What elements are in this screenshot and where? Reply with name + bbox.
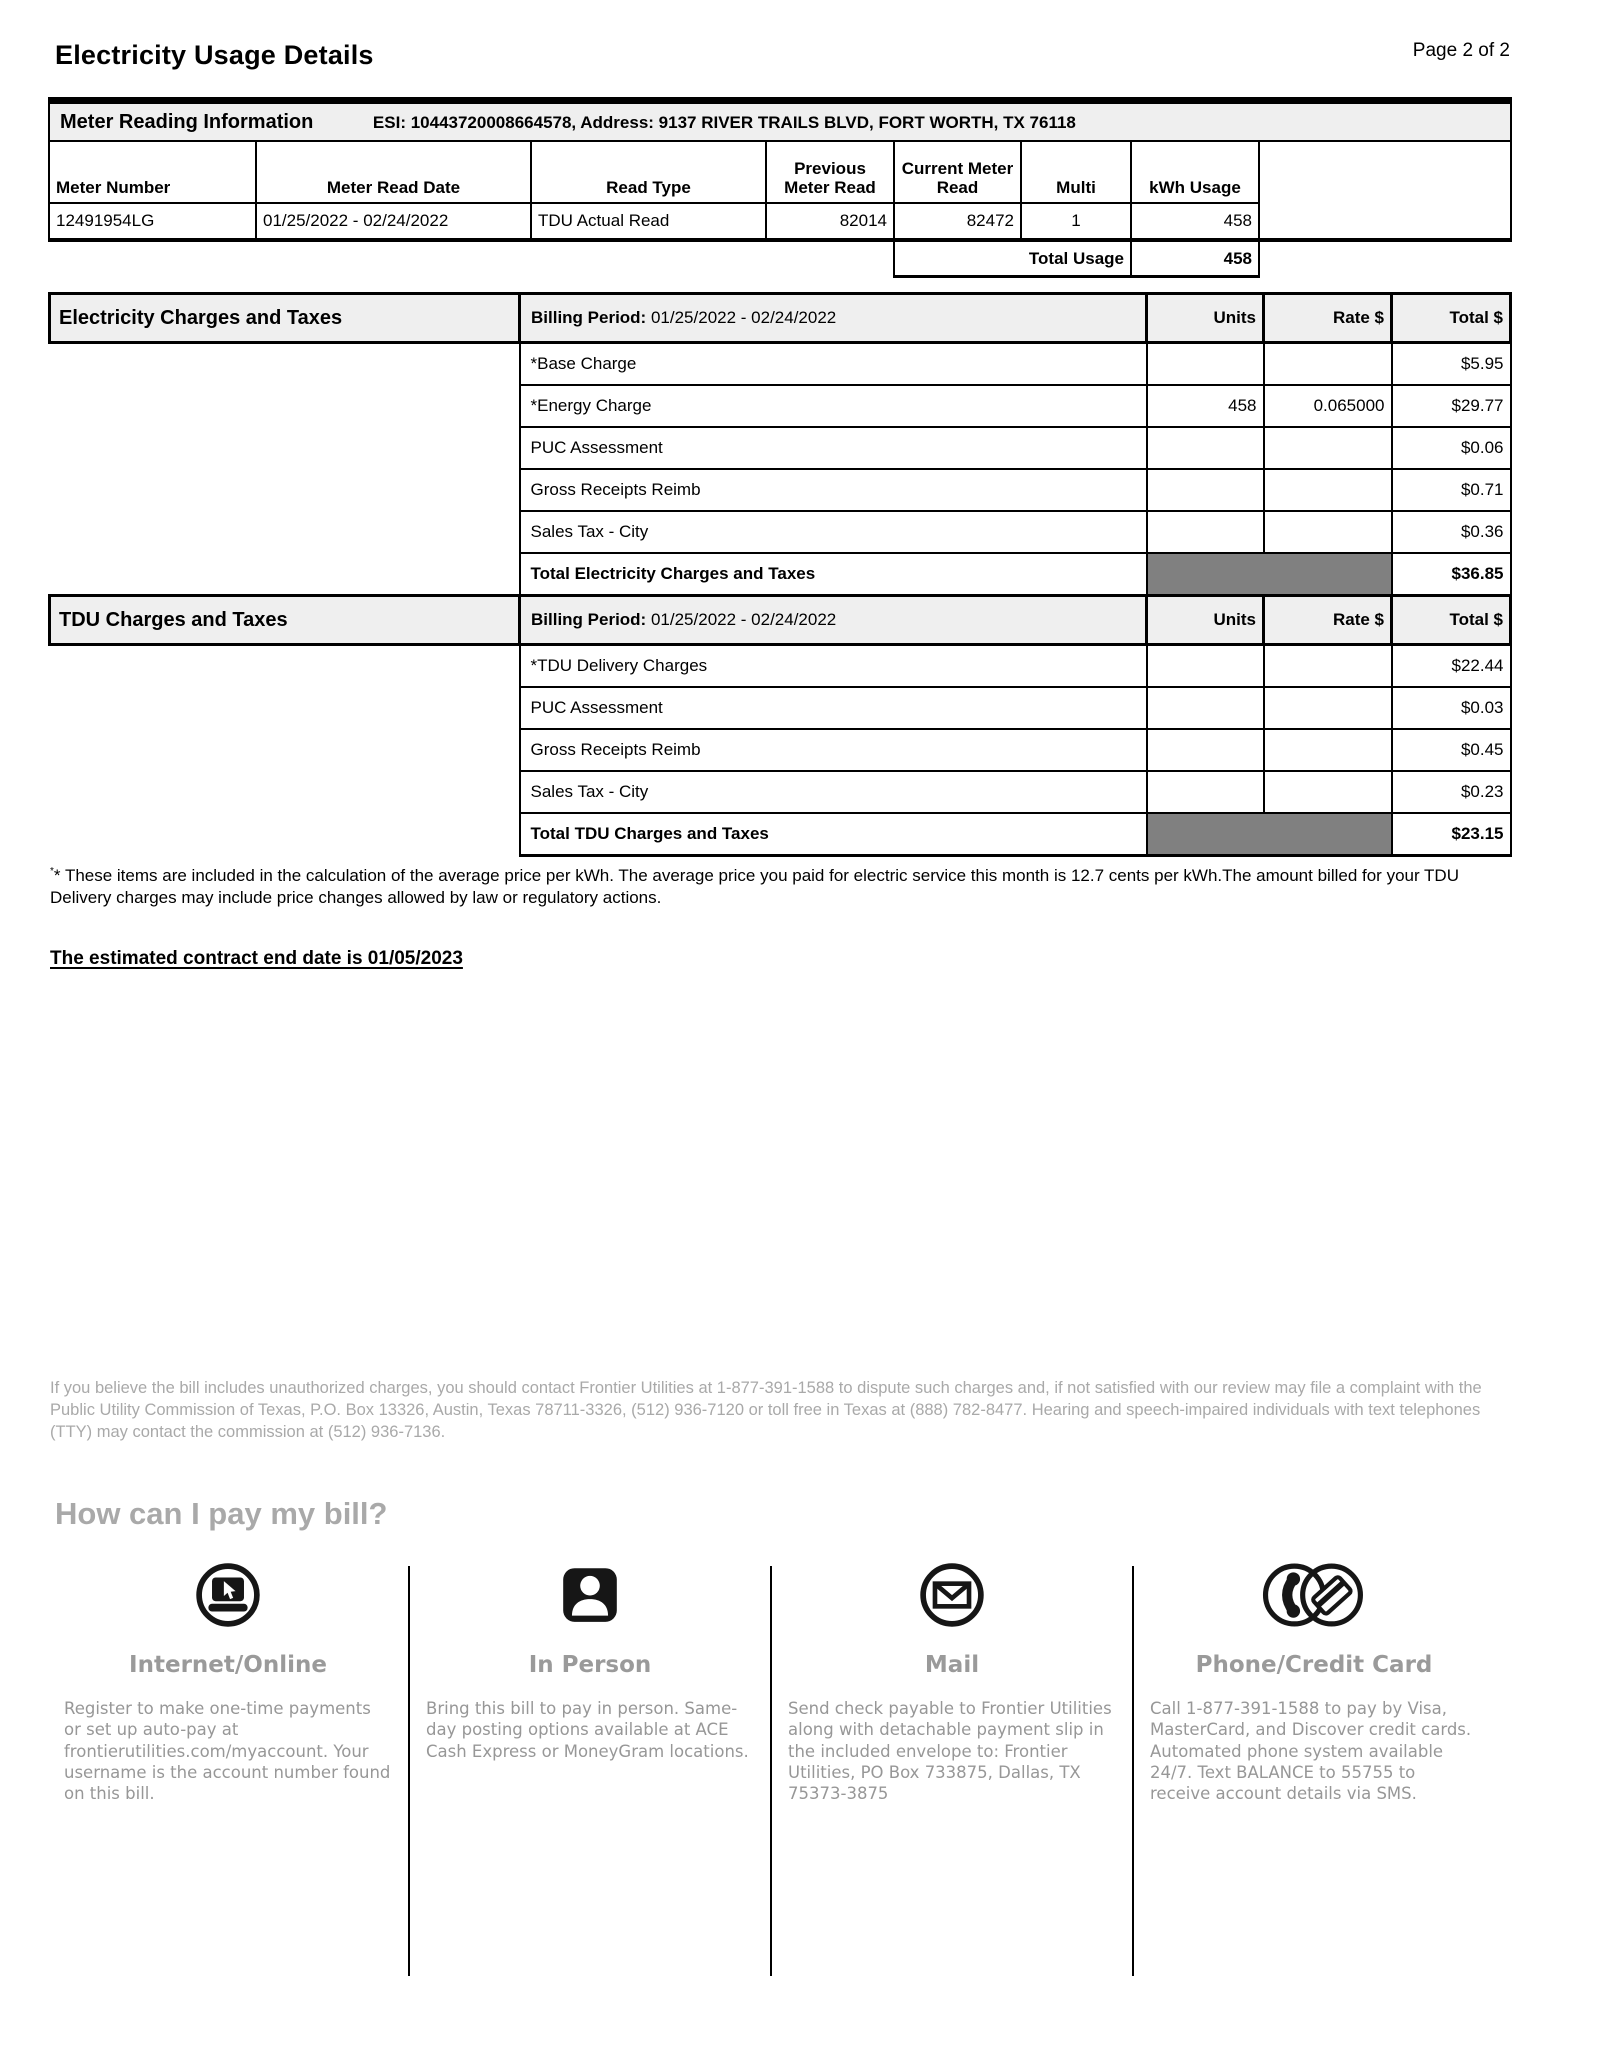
charge-total: $0.36 xyxy=(1392,511,1511,553)
tdu-total-row xyxy=(50,813,1511,856)
footnote-marker: * xyxy=(50,866,54,877)
col-read-type: Read Type xyxy=(531,141,766,203)
charge-rate xyxy=(1264,687,1392,729)
charge-description: PUC Assessment xyxy=(520,687,1147,729)
payment-method-mail xyxy=(772,1560,1132,1976)
payment-method-phone xyxy=(1134,1560,1494,1976)
multi-value: 1 xyxy=(1021,203,1131,240)
charge-row xyxy=(50,729,1511,771)
charge-total: $0.03 xyxy=(1392,687,1511,729)
charge-description: Sales Tax - City xyxy=(520,771,1147,813)
charge-total: $0.23 xyxy=(1392,771,1511,813)
billing-period-label: Billing Period: xyxy=(531,610,647,629)
read-type-value: TDU Actual Read xyxy=(531,203,766,240)
charge-row xyxy=(50,511,1511,553)
billing-period-label: Billing Period: xyxy=(531,308,647,327)
meter-reading-section-title: Meter Reading Information xyxy=(60,110,314,133)
col-current-meter-read: Current Meter Read xyxy=(894,141,1021,203)
charge-units xyxy=(1147,771,1264,813)
billing-period-value: 01/25/2022 - 02/24/2022 xyxy=(650,610,837,629)
charge-row xyxy=(50,385,1511,427)
col-previous-meter-read: Previous Meter Read xyxy=(766,141,894,203)
payment-method-body: Send check payable to Frontier Utilities along with detachable payment slip in the included envelope to: Frontier Utilities, PO Box 733875, Dallas, TX 75373-3875 xyxy=(788,1698,1112,1804)
charge-rate xyxy=(1264,343,1392,386)
charge-total: $29.77 xyxy=(1392,385,1511,427)
tdu-col-rate: Rate $ xyxy=(1264,596,1392,645)
envelope-icon xyxy=(919,1560,985,1630)
meter-table-filler xyxy=(1259,141,1511,240)
footnote-text: * These items are included in the calculation of the average price per kWh. The average price you paid for electric service this month is 12.7 cents per kWh.The amount billed for your TDU Delivery charges may include price changes allowed by law or regulatory actions. xyxy=(50,866,1459,908)
charge-total: $22.44 xyxy=(1392,645,1511,688)
charge-description: Gross Receipts Reimb xyxy=(520,729,1147,771)
payment-method-title: Mail xyxy=(924,1651,980,1678)
charge-rate xyxy=(1264,729,1392,771)
charge-units xyxy=(1147,469,1264,511)
payment-method-title: In Person xyxy=(528,1651,652,1678)
payment-method-in-person xyxy=(410,1560,770,1976)
page-number: Page 2 of 2 xyxy=(1412,40,1510,61)
tdu-total-grayfill xyxy=(1147,813,1392,856)
payment-method-title: Phone/Credit Card xyxy=(1195,1651,1433,1678)
meter-reading-table xyxy=(48,97,1512,242)
electricity-section-header-row xyxy=(50,294,1511,343)
billing-period-value: 01/25/2022 - 02/24/2022 xyxy=(650,308,837,327)
charge-units: 458 xyxy=(1147,385,1264,427)
charge-total: $0.45 xyxy=(1392,729,1511,771)
payment-method-body: Bring this bill to pay in person. Same-day posting options available at ACE Cash Express or MoneyGram locations. xyxy=(426,1698,749,1761)
electricity-col-rate: Rate $ xyxy=(1264,294,1392,343)
electricity-col-total: Total $ xyxy=(1392,294,1511,343)
contract-end-date-line: The estimated contract end date is 01/05/2023 xyxy=(50,947,463,969)
tdu-total-label: Total TDU Charges and Taxes xyxy=(520,813,1147,856)
payment-method-title: Internet/Online xyxy=(129,1651,327,1678)
page-title: Electricity Usage Details xyxy=(55,40,374,70)
meter-read-date-value: 01/25/2022 - 02/24/2022 xyxy=(256,203,531,240)
meter-header-row xyxy=(49,141,1511,203)
total-usage-label: Total Usage xyxy=(894,242,1131,277)
meter-number-value: 12491954LG xyxy=(49,203,256,240)
laptop-cursor-icon xyxy=(195,1560,261,1630)
charge-units xyxy=(1147,343,1264,386)
tdu-section-header-row xyxy=(50,596,1511,645)
meter-reading-section-header xyxy=(49,101,1511,142)
total-usage-row xyxy=(893,242,1260,278)
charge-row xyxy=(50,687,1511,729)
charge-row xyxy=(50,469,1511,511)
col-meter-read-date: Meter Read Date xyxy=(256,141,531,203)
charge-total: $0.06 xyxy=(1392,427,1511,469)
page-header xyxy=(48,40,1512,71)
phone-credit-card-icon xyxy=(1262,1560,1366,1630)
charge-units xyxy=(1147,729,1264,771)
puc-disclaimer: If you believe the bill includes unauthorized charges, you should contact Frontier Utilities at 1-877-391-1588 to dispute such charges and, if not satisfied with our review may file a complaint with the Public Utility Commission of Texas, P.O. Box 13326, Austin, Texas 78711-3326, (512) 936-7120 or toll free in Texas at (888) 782-8477. Hearing and speech-impaired individuals with text telephones (TTY) may contact the commission at (512) 936-7136. xyxy=(50,1378,1482,1441)
charge-rate xyxy=(1264,771,1392,813)
payment-methods xyxy=(48,1560,1512,1976)
esi-address-line: ESI: 10443720008664578, Address: 9137 RIVER TRAILS BLVD, FORT WORTH, TX 76118 xyxy=(372,112,1076,132)
charge-units xyxy=(1147,511,1264,553)
tdu-billing-period xyxy=(520,596,1147,645)
charge-units xyxy=(1147,645,1264,688)
electricity-total-row xyxy=(50,553,1511,596)
payment-method-body: Register to make one-time payments or set up auto-pay at frontierutilities.com/myaccount. Your username is the account number found on this bill. xyxy=(64,1698,391,1804)
previous-meter-read-value: 82014 xyxy=(766,203,894,240)
charge-total: $0.71 xyxy=(1392,469,1511,511)
pay-bill-heading: How can I pay my bill? xyxy=(55,1495,388,1531)
charge-description: *Energy Charge xyxy=(520,385,1147,427)
col-meter-number: Meter Number xyxy=(49,141,256,203)
charge-rate xyxy=(1264,469,1392,511)
average-price-footnote xyxy=(50,865,1500,910)
electricity-total-grayfill xyxy=(1147,553,1392,596)
charge-description: *Base Charge xyxy=(520,343,1147,386)
charge-row xyxy=(50,645,1511,688)
current-meter-read-value: 82472 xyxy=(894,203,1021,240)
charge-rate xyxy=(1264,645,1392,688)
tdu-total-value: $23.15 xyxy=(1392,813,1511,856)
charge-row xyxy=(50,771,1511,813)
tdu-col-units: Units xyxy=(1147,596,1264,645)
charge-description: Sales Tax - City xyxy=(520,511,1147,553)
total-usage-value: 458 xyxy=(1131,242,1259,277)
electricity-col-units: Units xyxy=(1147,294,1264,343)
charge-description: Gross Receipts Reimb xyxy=(520,469,1147,511)
charges-table xyxy=(48,292,1512,857)
charge-description: *TDU Delivery Charges xyxy=(520,645,1147,688)
charge-total: $5.95 xyxy=(1392,343,1511,386)
charge-rate xyxy=(1264,427,1392,469)
electricity-section-title: Electricity Charges and Taxes xyxy=(50,294,520,343)
col-kwh-usage: kWh Usage xyxy=(1131,141,1259,203)
charge-units xyxy=(1147,427,1264,469)
person-icon xyxy=(557,1560,623,1630)
charge-description: PUC Assessment xyxy=(520,427,1147,469)
kwh-usage-value: 458 xyxy=(1131,203,1259,240)
col-multi: Multi xyxy=(1021,141,1131,203)
charge-row xyxy=(50,343,1511,386)
electricity-total-label: Total Electricity Charges and Taxes xyxy=(520,553,1147,596)
charge-rate xyxy=(1264,511,1392,553)
charge-row xyxy=(50,427,1511,469)
electricity-total-value: $36.85 xyxy=(1392,553,1511,596)
tdu-section-title: TDU Charges and Taxes xyxy=(50,596,520,645)
electricity-billing-period xyxy=(520,294,1147,343)
charge-rate: 0.065000 xyxy=(1264,385,1392,427)
payment-method-body: Call 1-877-391-1588 to pay by Visa, MasterCard, and Discover credit cards. Automated phone system available 24/7. Text BALANCE to 55755 to receive account details via SMS. xyxy=(1150,1698,1472,1804)
tdu-col-total: Total $ xyxy=(1392,596,1511,645)
charge-units xyxy=(1147,687,1264,729)
payment-method-internet xyxy=(48,1560,408,1976)
